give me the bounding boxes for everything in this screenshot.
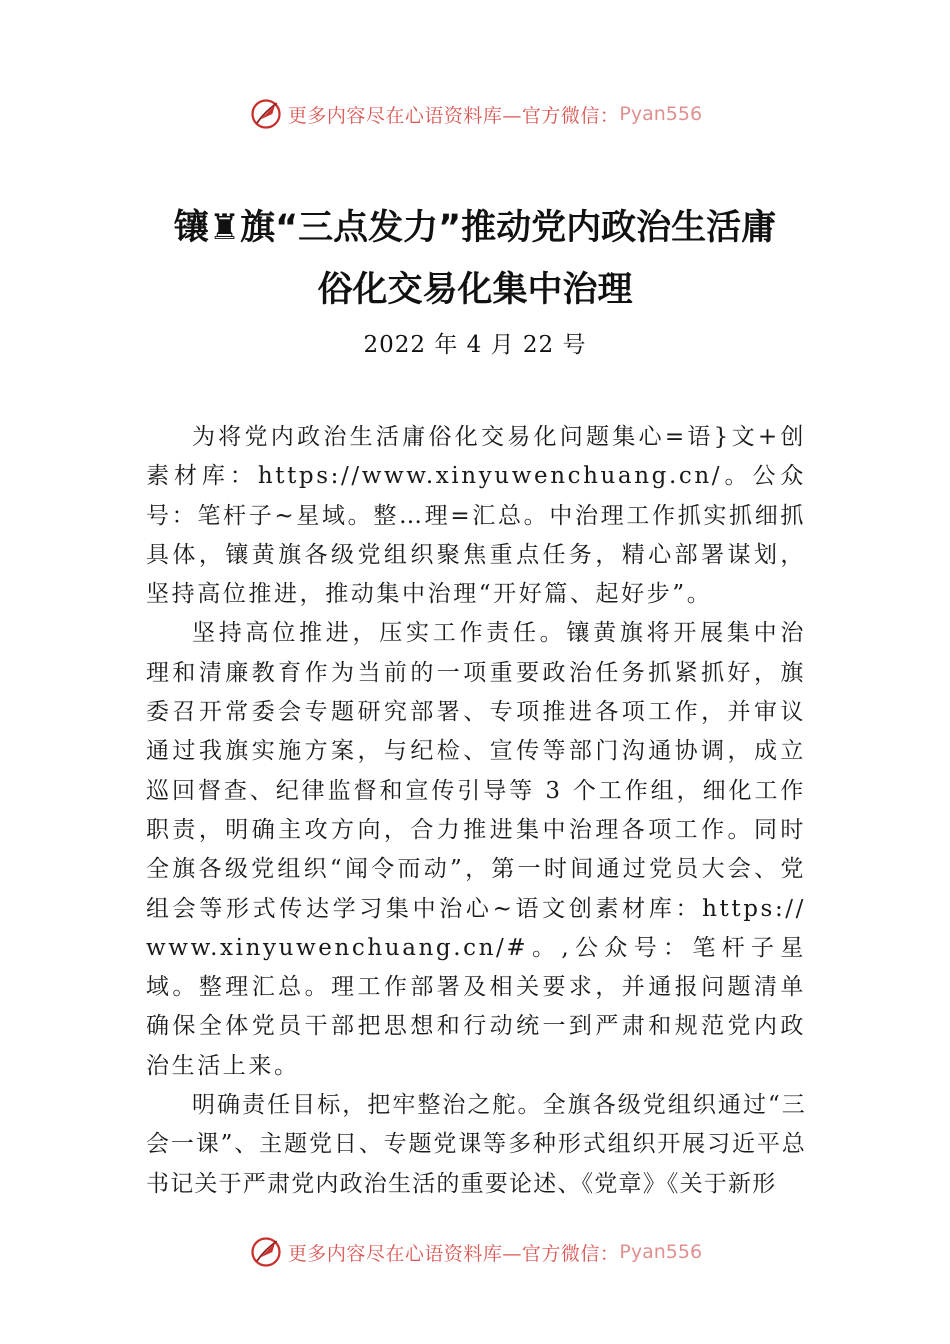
document-title-line-2: 俗化交易化集中治理 [317, 270, 633, 310]
footer-watermark-banner [0, 1230, 950, 1274]
banner-text: 更多内容尽在心语资料库—官方微信： [287, 104, 620, 127]
banner-text: 更多内容尽在心语资料库—官方微信： [287, 1242, 620, 1265]
banner-wechat-id: Pyan556 [619, 103, 703, 125]
document-body [146, 418, 806, 1204]
document-date: 2022 年 4 月 22 号 [363, 332, 587, 358]
logo-icon [248, 96, 284, 132]
banner-wechat-id: Pyan556 [619, 1241, 703, 1263]
document-title-line-1: 镶♜旗“三点发力”推动党内政治生活庸 [173, 208, 777, 248]
logo-icon [248, 1234, 284, 1270]
paragraph: 为将党内政治生活庸俗化交易化问题集心=语}文+创素材库：https://www.xinyuwenchuang.cn/。公众号：笔杆子~星域。整…理=汇总。中治理工作抓实抓细抓具体，镶黄旗各级党组织聚焦重点任务，精心部署谋划，坚持高位推进，推动集中治理“开好篇、起好步”。 [146, 424, 806, 608]
paragraph: 明确责任目标，把牢整治之舵。全旗各级党组织通过“三会一课”、主题党日、专题党课等多种形式组织开展习近平总书记关于严肃党内政治生活的重要论述、《党章》《关于新形 [146, 1092, 806, 1197]
header-watermark-banner [0, 92, 950, 136]
paragraph: 坚持高位推进，压实工作责任。镶黄旗将开展集中治理和清廉教育作为当前的一项重要政治任务抓紧抓好，旗委召开常委会专题研究部署、专项推进各项工作，并审议通过我旗实施方案，与纪检、宣传等部门沟通协调，成立巡回督查、纪律监督和宣传引导等 3 个工作组，细化工作职责，明确主攻方向，合力推进集中治理各项工作。同时全旗各级党组织“闻令而动”，第一时间通过党员大会、党组会等形式传达学习集中治心~语文创素材库：https://www.xinyuwenchuang.cn/#。,公众号：笔杆子星域。整理汇总。理工作部署及相关要求，并通报问题清单确保全体党员干部把思想和行动统一到严肃和规范党内政治生活上来。 [146, 620, 806, 1079]
